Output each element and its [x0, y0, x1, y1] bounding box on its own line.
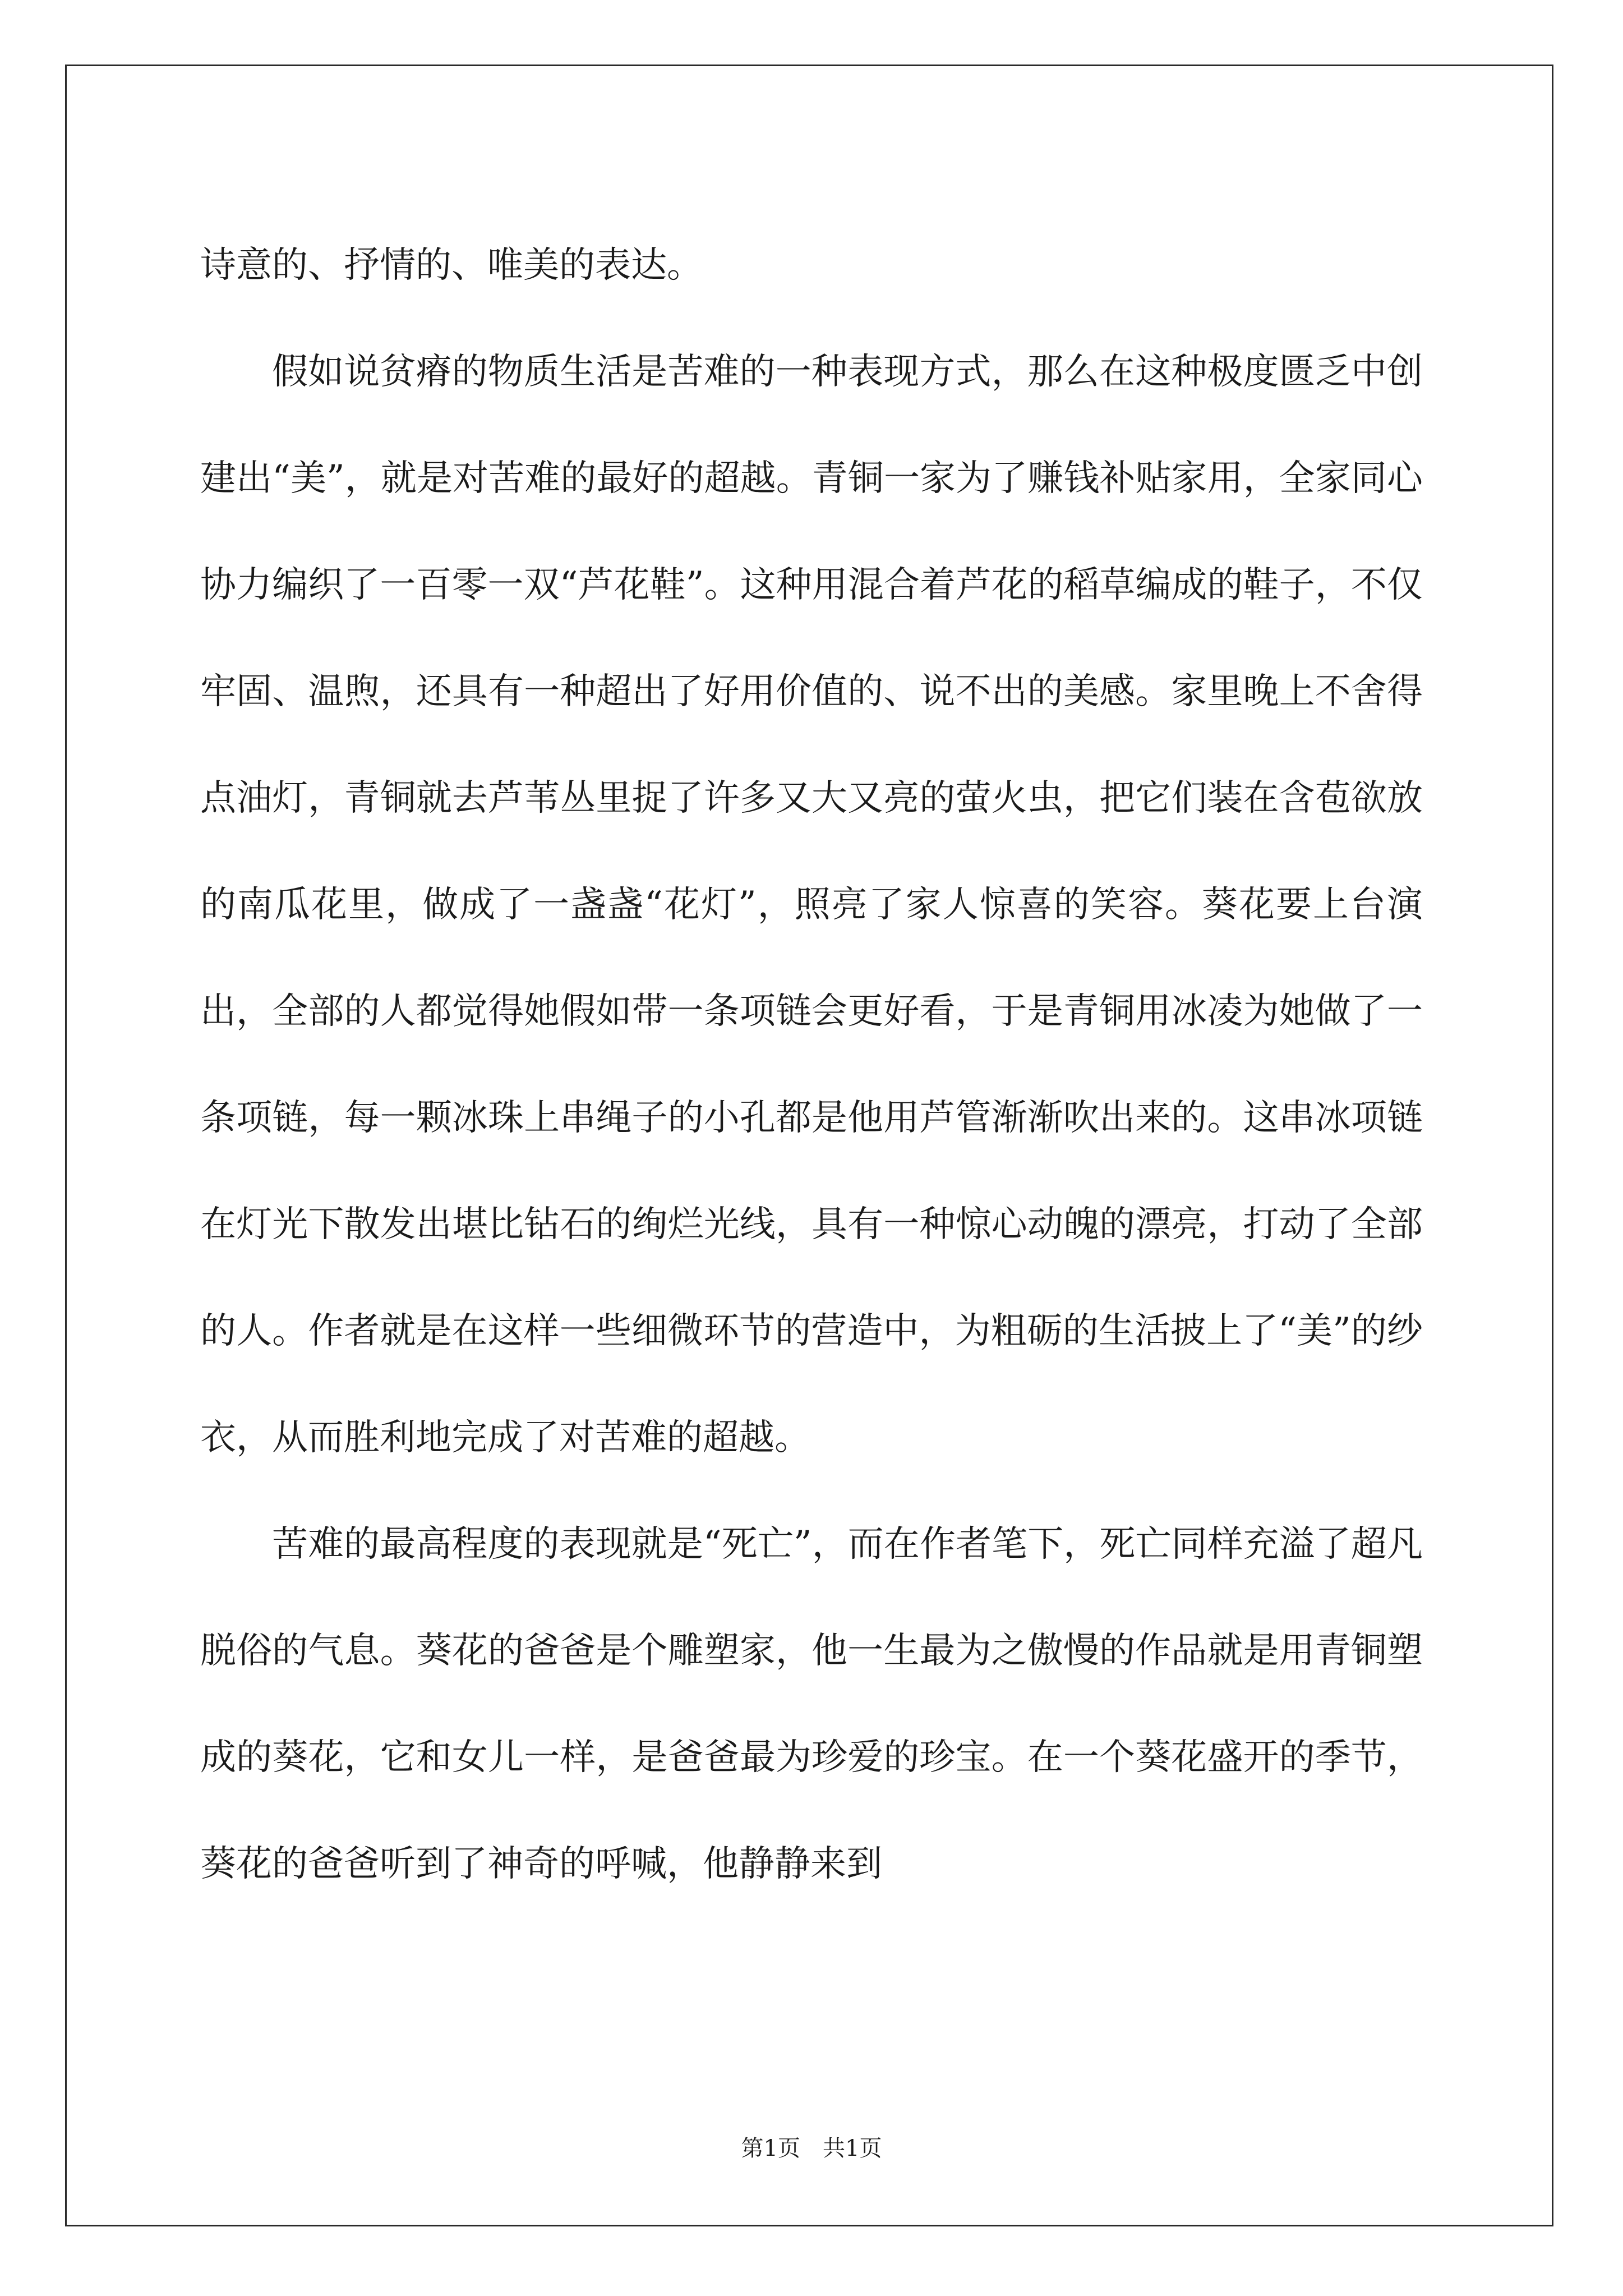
paragraph-1: 诗意的、抒情的、唯美的表达。: [200, 245, 703, 286]
paragraph-3: 苦难的最高程度的表现就是“死亡”，而在作者笔下，死亡同样充溢了超凡脱俗的气息。葵花的爸爸是个雕塑家，他一生最为之傲慢的作品就是用青铜塑成的葵花，它和女儿一样，是爸爸最为珍爱的珍宝。在一个葵花盛开的季节，葵花的爸爸听到了神奇的呼喊，他静静来到: [200, 1524, 1423, 1885]
document-body: [200, 212, 1423, 1917]
paragraph-2: 假如说贫瘠的物质生活是苦难的一种表现方式，那么在这种极度匮乏中创建出“美”，就是对苦难的最好的超越。青铜一家为了赚钱补贴家用，全家同心协力编织了一百零一双“芦花鞋”。这种用混合着芦花的稻草编成的鞋子，不仅牢固、温煦，还具有一种超出了好用价值的、说不出的美感。家里晚上不舍得点油灯，青铜就去芦苇丛里捉了许多又大又亮的萤火虫，把它们装在含苞欲放的南瓜花里，做成了一盏盏“花灯”，照亮了家人惊喜的笑容。葵花要上台演出，全部的人都觉得她假如带一条项链会更好看，于是青铜用冰凌为她做了一条项链，每一颗冰珠上串绳子的小孔都是他用芦管渐渐吹出来的。这串冰项链在灯光下散发出堪比钻石的绚烂光线，具有一种惊心动魄的漂亮，打动了全部的人。作者就是在这样一些细微环节的营造中，为粗砺的生活披上了“美”的纱衣，从而胜利地完成了对苦难的超越。: [200, 351, 1423, 1458]
page-footer: 第1页 共1页: [741, 2136, 882, 2161]
